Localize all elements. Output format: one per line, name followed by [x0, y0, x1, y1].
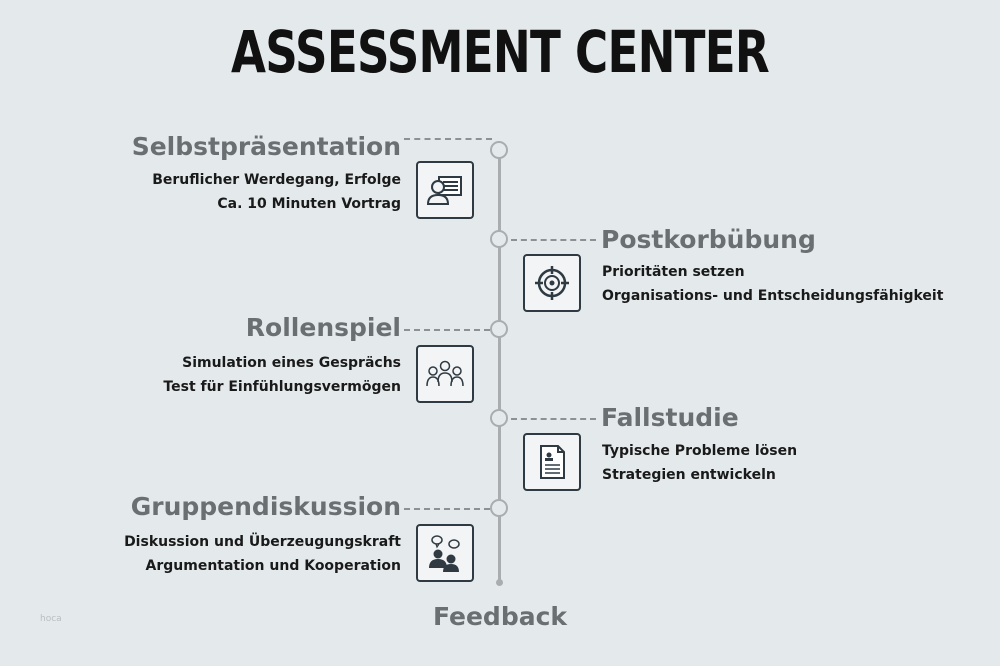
stage-description-rollenspiel — [163, 351, 401, 399]
stage-connector — [404, 138, 492, 140]
stage-line: Argumentation und Kooperation — [145, 558, 401, 574]
presentation-person-icon — [416, 161, 474, 219]
timeline-end-dot — [496, 579, 503, 586]
timeline-node — [490, 230, 508, 248]
stage-line: Diskussion und Überzeugungskraft — [124, 534, 401, 550]
timeline-line — [498, 150, 501, 582]
timeline-node — [490, 141, 508, 159]
stage-connector — [511, 418, 596, 420]
stage-line: Organisations- und Entscheidungsfähigkeit — [602, 288, 944, 304]
stage-line: Beruflicher Werdegang, Erfolge — [152, 172, 401, 188]
stage-description-fallstudie — [602, 439, 797, 487]
watermark: hoca — [40, 614, 62, 624]
stage-description-selbstpraesentation — [152, 168, 401, 216]
target-icon — [523, 254, 581, 312]
stage-title-selbstpraesentation: Selbstpräsentation — [131, 132, 401, 161]
stage-line: Strategien entwickeln — [602, 467, 776, 483]
stage-description-postkorbuebung — [602, 260, 943, 308]
stage-line: Simulation eines Gesprächs — [182, 355, 401, 371]
timeline-node — [490, 499, 508, 517]
discussion-icon — [416, 524, 474, 582]
stage-title-postkorbuebung: Postkorbübung — [601, 225, 816, 254]
stage-line: Typische Probleme lösen — [602, 443, 798, 459]
timeline-end-label-feedback: Feedback — [432, 602, 568, 631]
stage-line: Ca. 10 Minuten Vortrag — [217, 196, 401, 212]
stage-line: Test für Einfühlungsvermögen — [163, 379, 401, 395]
stage-title-rollenspiel: Rollenspiel — [245, 313, 401, 342]
stage-title-gruppendiskussion: Gruppendiskussion — [130, 492, 401, 521]
stage-connector — [404, 508, 490, 510]
group-people-icon — [416, 345, 474, 403]
page-title: ASSESSMENT CENTER — [231, 18, 769, 86]
stage-description-gruppendiskussion — [124, 530, 401, 578]
stage-title-fallstudie: Fallstudie — [601, 403, 739, 432]
timeline-node — [490, 320, 508, 338]
stage-connector — [404, 329, 490, 331]
timeline-node — [490, 409, 508, 427]
document-icon — [523, 433, 581, 491]
stage-line: Prioritäten setzen — [602, 264, 745, 280]
stage-connector — [511, 239, 596, 241]
